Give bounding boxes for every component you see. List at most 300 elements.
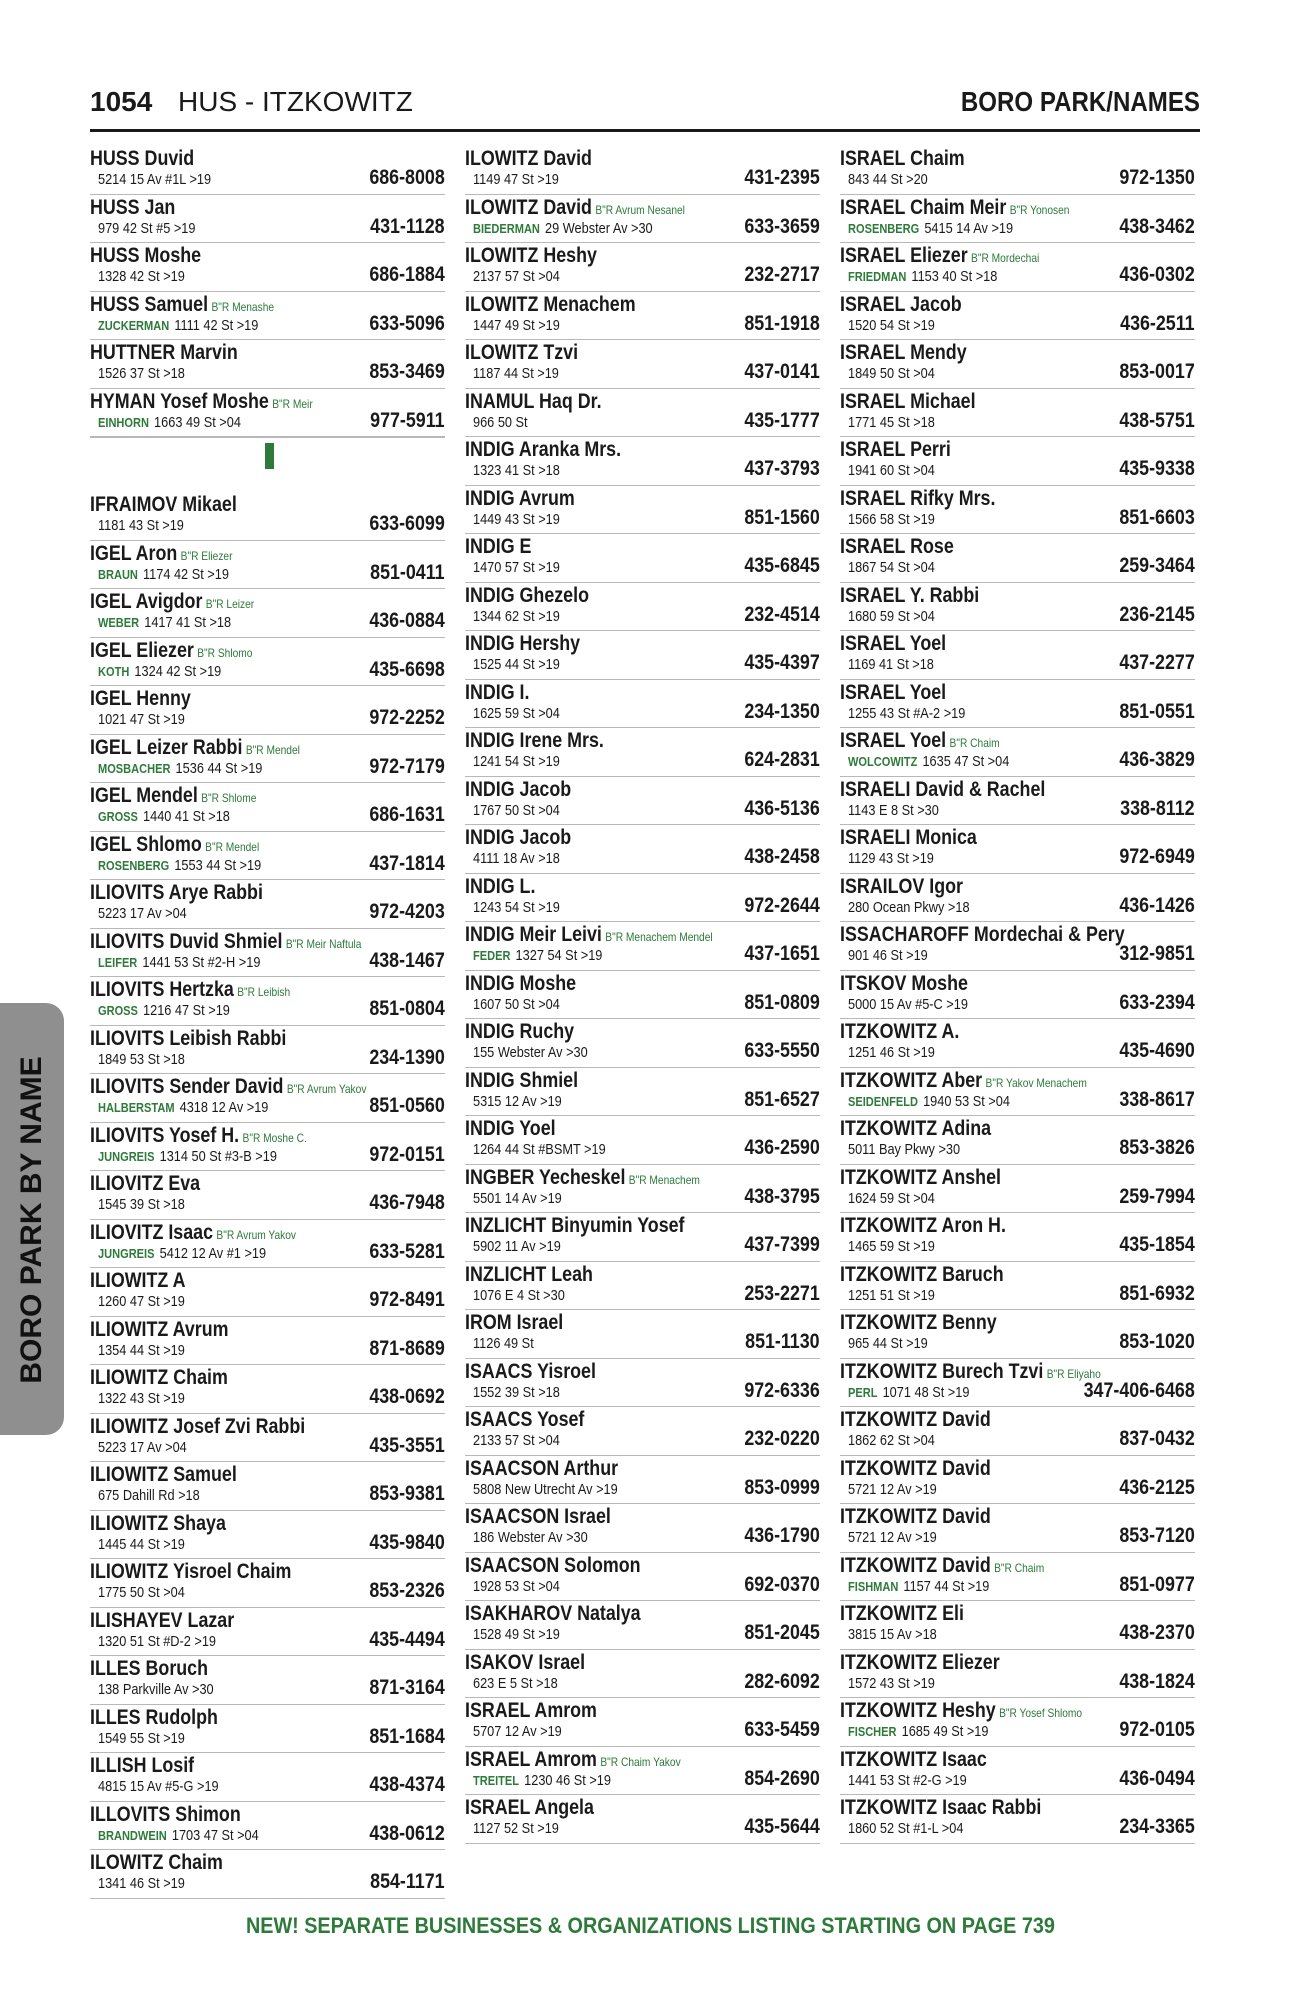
entry-address: 1187 44 St >19 — [473, 365, 559, 382]
entry-address-line — [98, 1293, 185, 1310]
entry-name-line — [465, 438, 621, 462]
entry-address: 1169 41 St >18 — [848, 656, 934, 673]
entry-address: 4318 12 Av >19 — [179, 1099, 269, 1116]
entry-address: 29 Webster Av >30 — [545, 219, 653, 237]
entry-father-name: B"R Avrum Nesanel — [595, 202, 685, 217]
entry-address-line — [473, 1772, 611, 1789]
entry-name-line — [840, 1263, 1004, 1287]
entry-phone: 438-2458 — [744, 845, 820, 868]
entry-address-line — [473, 365, 559, 382]
entry-maiden-name: BRANDWEIN — [98, 1827, 167, 1843]
entry-name-line — [465, 390, 602, 414]
entry-address-line — [98, 905, 187, 922]
entry-address-line — [98, 614, 231, 631]
entry-address-line — [848, 1529, 937, 1546]
listing-entry — [840, 146, 1195, 195]
entry-name-line — [840, 1748, 987, 1772]
entry-phone: 972-2644 — [744, 893, 820, 917]
listing-entry — [465, 1747, 820, 1796]
entry-maiden-name: ROSENBERG — [98, 857, 170, 873]
entry-address-line — [473, 899, 560, 916]
entry-name-line — [465, 875, 535, 899]
listing-entry — [465, 971, 820, 1020]
entry-phone: 436-0494 — [1119, 1766, 1195, 1790]
listing-entry — [90, 1462, 445, 1511]
entry-father-name: B"R Avrum Yakov — [286, 1082, 367, 1096]
entry-name: ISRAEL Rose — [840, 535, 954, 558]
entry-maiden-name: LEIFER — [98, 954, 138, 970]
entry-name-line — [465, 196, 685, 220]
entry-address: 1940 53 St >04 — [923, 1092, 1010, 1110]
entry-name-line — [90, 390, 313, 414]
entry-address-line — [473, 996, 560, 1013]
listing-entry — [90, 1026, 445, 1075]
listing-entry — [840, 1213, 1195, 1262]
entry-phone: 851-1130 — [745, 1330, 820, 1353]
entry-phone: 438-4374 — [369, 1773, 445, 1796]
entry-address: 1624 59 St >04 — [848, 1189, 935, 1207]
entry-address-line — [98, 1148, 277, 1165]
entry-phone: 438-5751 — [1119, 408, 1195, 432]
listing-entry — [90, 1608, 445, 1657]
entry-address: 1635 47 St >04 — [922, 753, 1010, 770]
entry-name-line — [90, 881, 263, 905]
entry-phone: 871-8689 — [369, 1336, 445, 1360]
listing-entry — [90, 977, 445, 1026]
entry-name-line — [465, 1117, 556, 1141]
entry-name: INAMUL Haq Dr. — [465, 389, 602, 413]
entry-address-line — [848, 1190, 935, 1207]
entry-address-line — [98, 1536, 185, 1553]
entry-address-line — [473, 1626, 560, 1643]
entry-name: HUSS Jan — [90, 195, 176, 219]
entry-phone: 853-1020 — [1119, 1330, 1195, 1353]
entry-name-line — [840, 293, 962, 317]
entry-name-line — [840, 1796, 1041, 1820]
entry-name-line — [840, 584, 979, 608]
entry-address: 1127 52 St >19 — [473, 1820, 559, 1837]
entry-address-line — [848, 947, 928, 964]
entry-name-line — [465, 778, 571, 802]
entry-phone: 692-0370 — [744, 1572, 820, 1596]
entry-name: ISRAEL Jacob — [840, 292, 962, 316]
entry-address: 966 50 St — [473, 413, 528, 431]
entry-name-line — [840, 1020, 959, 1044]
entry-name: ISRAEL Yoel — [840, 680, 947, 704]
entry-address: 1607 50 St >04 — [473, 995, 560, 1013]
entry-address: 1520 54 St >19 — [848, 316, 935, 334]
entry-name-line — [90, 1803, 241, 1827]
entry-phone: 338-8112 — [1120, 796, 1195, 820]
entry-address-line — [848, 608, 935, 625]
entry-name: ISRAEL Yoel — [840, 632, 947, 655]
entry-name: INDIG Irene Mrs. — [465, 729, 604, 752]
entry-name: ILIOWITZ Josef Zvi Rabbi — [90, 1414, 306, 1438]
entry-phone: 437-1651 — [744, 942, 820, 965]
listing-entry — [90, 292, 445, 341]
entry-address-line — [98, 857, 261, 874]
entry-address: 5223 17 Av >04 — [98, 905, 187, 922]
entry-maiden-name: MOSBACHER — [98, 760, 171, 776]
entry-father-name: B"R Yosef Shlomo — [999, 1706, 1083, 1720]
listing-entry — [90, 638, 445, 687]
entry-name: IROM Israel — [465, 1311, 564, 1334]
listing-entry — [465, 922, 820, 971]
entry-address-line — [848, 802, 939, 819]
entry-name-line — [90, 244, 201, 268]
entry-address: 1928 53 St >04 — [473, 1577, 560, 1595]
side-tab — [0, 1003, 64, 1435]
entry-address: 1126 49 St — [473, 1335, 534, 1352]
entry-name-line — [465, 1166, 700, 1190]
entry-address: 1143 E 8 St >30 — [848, 801, 939, 819]
entry-phone: 435-4690 — [1119, 1039, 1195, 1062]
entry-name-line — [90, 1657, 208, 1681]
entry-phone: 259-3464 — [1119, 554, 1195, 577]
entry-name-line — [840, 1651, 1000, 1675]
entry-address: 1341 46 St >19 — [98, 1875, 185, 1892]
entry-address: 5223 17 Av >04 — [98, 1438, 187, 1456]
listing-entry — [465, 1504, 820, 1553]
entry-name-line — [465, 1796, 594, 1820]
entry-name: ITZKOWITZ Aron H. — [840, 1214, 1006, 1237]
entry-address-line — [98, 711, 185, 728]
entry-address-line — [848, 705, 965, 722]
entry-name: ILIOWITZ Samuel — [90, 1463, 237, 1486]
entry-address-line — [98, 1584, 185, 1601]
entry-name: ISRAEL Y. Rabbi — [840, 583, 980, 607]
entry-name: INDIG E — [465, 535, 532, 558]
entry-name: ILIOVITZ Eva — [90, 1172, 201, 1195]
entry-address-line — [473, 656, 560, 673]
entry-address: 1324 42 St >19 — [134, 662, 222, 680]
entry-name-line — [840, 1602, 964, 1626]
entry-maiden-name: BIEDERMAN — [473, 220, 540, 236]
entry-maiden-name: JUNGREIS — [98, 1148, 155, 1164]
entry-phone: 854-2690 — [744, 1766, 820, 1790]
entry-name-line — [90, 341, 238, 365]
listing-entry — [840, 777, 1195, 826]
listing-entry — [90, 783, 445, 832]
entry-name-line — [90, 736, 300, 760]
entry-address-line — [473, 462, 560, 479]
entry-phone: 851-6603 — [1119, 505, 1195, 529]
listing-entry — [840, 1262, 1195, 1311]
entry-name: ILISHAYEV Lazar — [90, 1608, 235, 1632]
listing-entry — [840, 825, 1195, 874]
entry-address: 1264 44 St #BSMT >19 — [473, 1141, 606, 1158]
entry-name-line — [465, 1311, 563, 1335]
listing-entry — [465, 1650, 820, 1699]
entry-address-line — [98, 317, 258, 334]
entry-father-name: B"R Menachem Mendel — [605, 930, 713, 944]
entry-name-line — [840, 341, 967, 365]
entry-phone: 633-5550 — [744, 1039, 820, 1062]
entry-maiden-name: ZUCKERMAN — [98, 317, 170, 333]
entry-address: 1449 43 St >19 — [473, 510, 560, 528]
listing-entry — [90, 735, 445, 784]
entry-address: 1260 47 St >19 — [98, 1293, 185, 1310]
listing-entry — [840, 389, 1195, 438]
entry-address-line — [848, 1675, 935, 1692]
entry-address: 901 46 St >19 — [848, 947, 928, 964]
entry-address-line — [473, 268, 560, 285]
entry-name: ILIOVITS Arye Rabbi — [90, 881, 263, 904]
entry-name-line — [465, 535, 531, 559]
entry-father-name: B"R Moshe C. — [242, 1130, 307, 1145]
entry-phone: 437-2277 — [1119, 651, 1195, 674]
listing-entry — [465, 534, 820, 583]
entry-phone: 438-0612 — [369, 1821, 445, 1845]
entry-phone: 972-1350 — [1119, 166, 1195, 189]
entry-address-line — [98, 1827, 259, 1844]
listing-entry — [90, 146, 445, 195]
listing-entry — [90, 1123, 445, 1172]
entry-phone: 436-2125 — [1119, 1475, 1195, 1499]
entry-name: IGEL Eliezer — [90, 638, 194, 662]
entry-address-line — [98, 1051, 185, 1068]
entry-address-line — [848, 1432, 935, 1449]
entry-name-line — [465, 584, 589, 608]
entry-name-line — [465, 1408, 584, 1432]
entry-name: INDIG Moshe — [465, 971, 577, 995]
entry-father-name: B"R Eliyaho — [1046, 1366, 1101, 1381]
entry-address: 5707 12 Av >19 — [473, 1723, 562, 1740]
listing-entry — [90, 686, 445, 735]
entry-address: 1703 47 St >04 — [171, 1826, 259, 1844]
entry-address: 1174 42 St >19 — [143, 565, 229, 583]
listing-entry — [840, 1407, 1195, 1456]
entry-address-line — [848, 365, 935, 382]
entry-address: 1525 44 St >19 — [473, 656, 560, 673]
entry-name-line — [90, 833, 259, 857]
entry-address: 1552 39 St >18 — [473, 1383, 560, 1401]
entry-name-line — [90, 493, 237, 517]
page-header — [90, 86, 1200, 126]
listing-entry — [465, 680, 820, 729]
entry-address-line — [98, 1002, 230, 1019]
entry-address-line — [848, 1384, 969, 1401]
entry-maiden-name: EINHORN — [98, 414, 149, 430]
entry-name: ITZKOWITZ Isaac — [840, 1747, 987, 1771]
entry-maiden-name: KOTH — [98, 663, 130, 679]
entry-name-line — [465, 972, 576, 996]
entry-phone: 435-6845 — [744, 554, 820, 577]
listing-entry — [90, 1317, 445, 1366]
entry-name: INDIG Jacob — [465, 777, 572, 801]
entry-name-line — [840, 1457, 991, 1481]
listing-entry — [465, 437, 820, 486]
entry-address: 1470 57 St >19 — [473, 559, 560, 576]
entry-name: ILLISH Losif — [90, 1754, 195, 1777]
entry-address-line — [98, 1875, 185, 1892]
entry-phone: 347-406-6468 — [1083, 1378, 1195, 1402]
listing-entry — [840, 243, 1195, 292]
entry-phone: 853-3469 — [369, 360, 445, 383]
entry-phone: 436-5136 — [744, 796, 820, 820]
entry-name: ISRAEL Perri — [840, 438, 951, 461]
entry-address-line — [98, 760, 262, 777]
entry-phone: 436-2590 — [744, 1136, 820, 1159]
entry-address: 1323 41 St >18 — [473, 462, 560, 479]
entry-phone: 282-6092 — [744, 1669, 820, 1693]
listing-entry — [840, 1504, 1195, 1553]
listing-entry — [90, 1511, 445, 1560]
entry-address: 675 Dahill Rd >18 — [98, 1487, 200, 1504]
listing-entry — [465, 195, 820, 244]
listing-entry — [90, 589, 445, 638]
entry-phone: 851-1560 — [744, 505, 820, 529]
entry-name: IGEL Mendel — [90, 784, 198, 807]
entry-name: ILIOVITS Yosef H. — [90, 1123, 240, 1147]
entry-address: 5412 12 Av #1 >19 — [159, 1244, 267, 1262]
entry-address: 5808 New Utrecht Av >19 — [473, 1480, 618, 1498]
entry-phone: 851-0411 — [370, 560, 445, 584]
entry-address-line — [848, 1238, 935, 1255]
entry-phone: 438-2370 — [1119, 1621, 1195, 1644]
entry-address-line — [473, 850, 560, 867]
entry-name: ISAACSON Arthur — [465, 1456, 619, 1480]
listing-entry — [465, 486, 820, 535]
entry-name-line — [840, 1554, 1044, 1578]
entry-name: ISRAEL Angela — [465, 1796, 594, 1819]
entry-address: 1153 40 St >18 — [911, 268, 998, 285]
entry-name: ITZKOWITZ Burech Tzvi — [840, 1359, 1044, 1383]
entry-address-line — [98, 220, 195, 237]
entry-name: ISRAEL Amrom — [465, 1747, 597, 1771]
listing-entry — [90, 880, 445, 929]
entry-phone: 435-5644 — [744, 1815, 820, 1838]
entry-address: 843 44 St >20 — [848, 171, 928, 188]
entry-name: ISRAEL Chaim — [840, 147, 965, 170]
entry-address-line — [98, 1342, 185, 1359]
listing-entry — [840, 922, 1195, 971]
entry-phone: 253-2271 — [744, 1281, 820, 1305]
entry-address-line — [848, 268, 997, 285]
entry-name: IGEL Henny — [90, 687, 191, 710]
listing-entry — [90, 929, 445, 978]
entry-address-line — [848, 1093, 1010, 1110]
listing-entry — [90, 1753, 445, 1802]
listing-entry — [840, 728, 1195, 777]
entry-address: 979 42 St #5 >19 — [98, 219, 196, 237]
entry-address-line — [473, 220, 653, 237]
entry-phone: 259-7994 — [1119, 1184, 1195, 1208]
entry-phone: 972-0151 — [369, 1142, 445, 1166]
entry-phone: 435-4494 — [369, 1627, 445, 1651]
entry-address-line — [98, 808, 230, 825]
entry-maiden-name: GROSS — [98, 809, 138, 824]
entry-phone: 436-1426 — [1119, 893, 1195, 917]
entry-name: HUTTNER Marvin — [90, 341, 238, 364]
entry-name-line — [90, 1512, 226, 1536]
entry-name: ILIOVITS Hertzka — [90, 978, 234, 1001]
entry-maiden-name: TREITEL — [473, 1772, 520, 1788]
entry-phone: 871-3164 — [369, 1676, 445, 1699]
listing-entry — [840, 1019, 1195, 1068]
entry-name-line — [465, 341, 578, 365]
entry-address: 1251 46 St >19 — [848, 1044, 935, 1061]
entry-name-line — [90, 1463, 237, 1487]
entry-name-line — [840, 1699, 1082, 1723]
listing-entry — [840, 195, 1195, 244]
entry-name: ITZKOWITZ Baruch — [840, 1262, 1004, 1286]
footer-notice — [0, 1913, 1300, 1939]
entry-address-line — [473, 1723, 562, 1740]
listing-entry — [465, 1165, 820, 1214]
footer-text: NEW! SEPARATE BUSINESSES & ORGANIZATIONS LISTING STARTING ON PAGE 739 — [245, 1913, 1055, 1938]
entry-address: 1241 54 St >19 — [473, 753, 560, 770]
entry-phone: 435-9338 — [1119, 457, 1195, 480]
entry-name: INZLICHT Binyumin Yosef — [465, 1214, 685, 1237]
entry-name-line — [90, 1366, 228, 1390]
listing-entry — [90, 1414, 445, 1463]
entry-address: 1071 48 St >19 — [882, 1383, 970, 1401]
entry-address-line — [848, 753, 1009, 770]
entry-father-name: B"R Yonosen — [1009, 202, 1070, 217]
entry-phone: 633-3659 — [744, 214, 820, 238]
listing-entry — [840, 1310, 1195, 1359]
entry-name: INDIG I. — [465, 680, 530, 704]
entry-name: ISAKOV Israel — [465, 1650, 586, 1674]
entry-name-line — [465, 923, 713, 947]
entry-father-name: B"R Avrum Yakov — [216, 1227, 297, 1242]
entry-address: 1441 53 St #2-G >19 — [848, 1771, 967, 1789]
entry-phone: 438-1824 — [1119, 1669, 1195, 1693]
entry-name: ILIOWITZ Yisroel Chaim — [90, 1560, 292, 1583]
listing-entry — [465, 1310, 820, 1359]
entry-name-line — [90, 639, 252, 663]
entry-name-line — [90, 1415, 305, 1439]
entry-address-line — [473, 1675, 558, 1692]
entry-name: ITZKOWITZ David — [840, 1456, 991, 1480]
entry-name: HYMAN Yosef Moshe — [90, 389, 269, 413]
entry-phone: 851-0809 — [744, 990, 820, 1014]
entry-address: 1076 E 4 St >30 — [473, 1286, 565, 1304]
entry-name: IGEL Leizer Rabbi — [90, 735, 243, 759]
entry-name: INDIG L. — [465, 874, 536, 898]
entry-phone: 437-7399 — [744, 1233, 820, 1256]
listing-entry — [90, 340, 445, 389]
entry-phone: 431-1128 — [370, 214, 445, 238]
entry-father-name: B"R Chaim — [949, 736, 1000, 750]
entry-phone: 853-9381 — [369, 1482, 445, 1505]
entry-address-line — [848, 996, 968, 1013]
entry-address-line — [848, 656, 934, 673]
entry-address: 623 E 5 St >18 — [473, 1674, 558, 1692]
entry-name: ISRAELI Monica — [840, 826, 977, 849]
entry-father-name: B"R Chaim Yakov — [600, 1754, 681, 1769]
entry-phone: 854-1171 — [370, 1870, 445, 1893]
listing-entry — [465, 1601, 820, 1650]
entry-phone: 234-1350 — [744, 699, 820, 723]
entry-phone: 837-0432 — [1119, 1427, 1195, 1450]
entry-name-line — [840, 778, 1045, 802]
entry-address-line — [473, 1481, 618, 1498]
listing-entry — [90, 1365, 445, 1414]
listing-entry — [465, 1407, 820, 1456]
entry-father-name: B"R Chaim — [994, 1560, 1045, 1575]
listing-entry — [840, 583, 1195, 632]
entry-name: ITZKOWITZ Isaac Rabbi — [840, 1796, 1042, 1819]
entry-name: INDIG Hershy — [465, 632, 581, 655]
listing-entry — [90, 1850, 445, 1899]
entry-address-line — [848, 511, 935, 528]
entry-name-line — [465, 681, 529, 705]
entry-address-line — [473, 511, 560, 528]
entry-name-line — [840, 487, 995, 511]
entry-phone: 686-1884 — [369, 263, 445, 286]
